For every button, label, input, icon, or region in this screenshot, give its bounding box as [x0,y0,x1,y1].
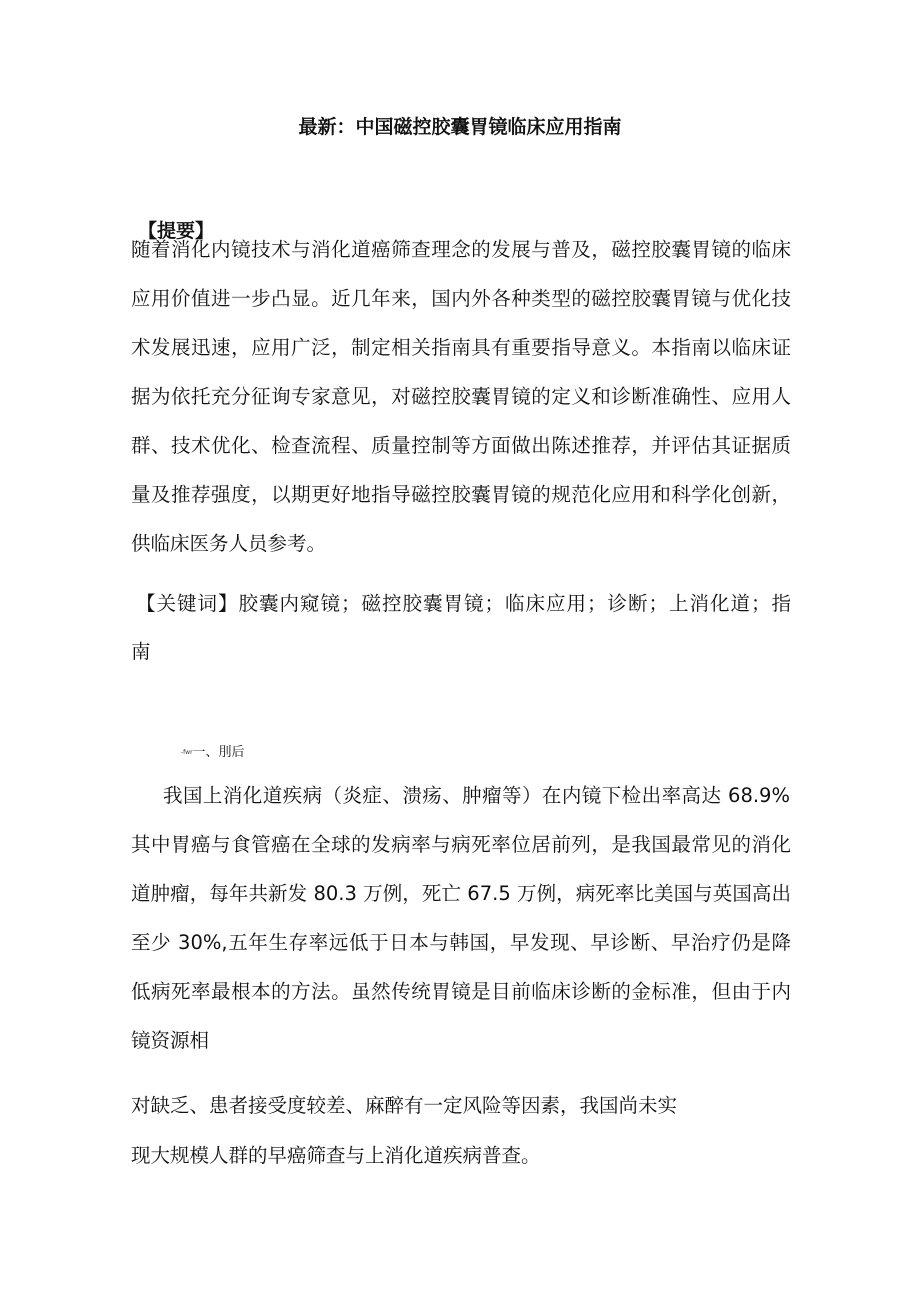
abstract-heading: 【提要】 [138,220,215,242]
body-line: 现大规模人群的早癌筛查与上消化道疾病普查。 [131,1144,541,1167]
keywords-line: 南 [131,640,151,663]
section-heading [181,741,245,760]
body-line: 低病死率最根本的方法。虽然传统胃镜是目前临床诊断的金标准，但由于内 [131,980,791,1003]
section-heading-text: 一、刖后 [192,745,245,760]
abstract-line: 量及推荐强度，以期更好地指导磁控胶囊胃镜的规范化应用和科学化创新， [131,483,791,506]
abstract-line: 群、技术优化、检查流程、质量控制等方面做出陈述推荐，并评估其证据质 [131,434,791,457]
keywords-line: 【关键词】胶囊内窥镜；磁控胶囊胃镜；临床应用；诊断；上消化道；指 [136,592,791,615]
body-line: 至少 30%,五年生存率远低于日本与韩国，早发现、早诊断、早治疗仍是降 [131,931,791,954]
body-line: 对缺乏、患者接受度较差、麻醉有一定风险等因素，我国尚未实 [131,1094,678,1117]
abstract-line: 据为依托充分征询专家意见，对磁控胶囊胃镜的定义和诊断准确性、应用人 [131,385,791,408]
abstract-line: 应用价值进一步凸显。近几年来，国内外各种类型的磁控胶囊胃镜与优化技 [131,287,791,310]
body-line: 道肿瘤，每年共新发 80.3 万例，死亡 67.5 万例，病死率比美国与英国高出 [131,882,791,905]
body-line: 其中胃癌与食管癌在全球的发病率与病死率位居前列，是我国最常见的消化 [131,833,791,856]
section-heading-mark: -fwr [181,749,193,756]
document-title: 最新：中国磁控胶囊胃镜临床应用指南 [298,116,622,138]
abstract-line: 随着消化内镜技术与消化道癌筛查理念的发展与普及，磁控胶囊胃镜的临床 [131,238,791,261]
body-line: 我国上消化道疾病（炎症、溃疡、肿瘤等）在内镜下检出率高达 68.9% [163,784,790,807]
abstract-line: 术发展迅速，应用广泛，制定相关指南具有重要指导意义。本指南以临床证 [131,336,791,359]
abstract-line: 供临床医务人员参考。 [131,532,327,555]
body-line: 镜资源相 [131,1029,210,1052]
